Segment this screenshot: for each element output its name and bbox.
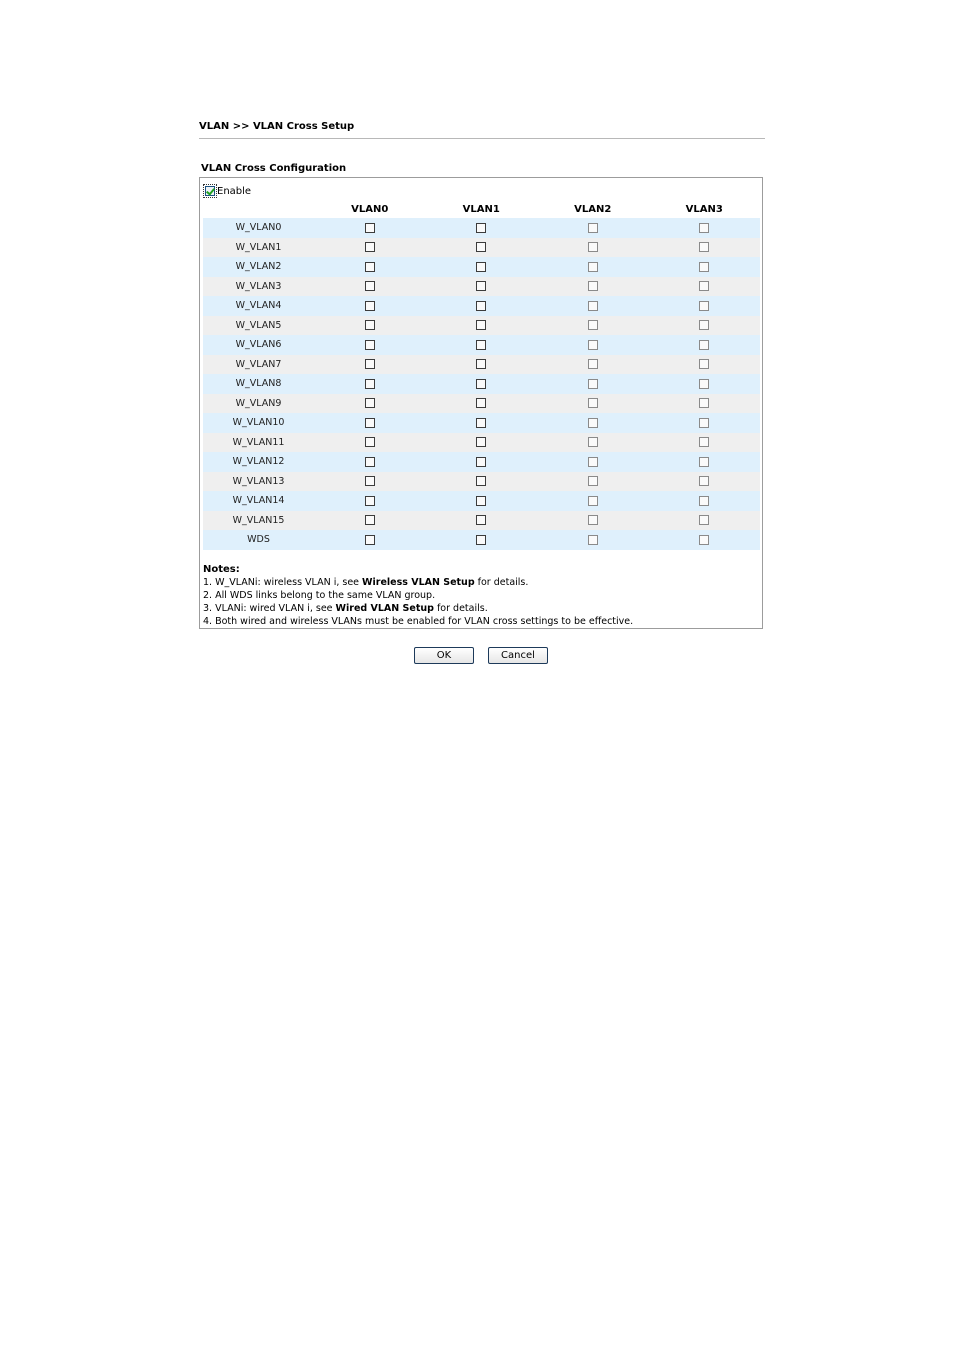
- cross-cell: [537, 437, 649, 447]
- cross-cell: [426, 437, 538, 447]
- cross-checkbox[interactable]: [365, 476, 375, 486]
- vlan-cross-grid: [203, 202, 760, 550]
- table-row: [203, 296, 760, 316]
- cross-checkbox[interactable]: [588, 320, 598, 330]
- cross-checkbox[interactable]: [588, 476, 598, 486]
- table-row: [203, 452, 760, 472]
- row-label: W_VLAN6: [235, 339, 282, 351]
- table-row: [203, 374, 760, 394]
- cross-cell: [649, 301, 761, 311]
- cross-checkbox[interactable]: [365, 223, 375, 233]
- enable-label: Enable: [217, 185, 252, 197]
- cross-cell: [314, 359, 426, 369]
- cross-cell: [537, 223, 649, 233]
- row-label: W_VLAN0: [235, 222, 282, 234]
- cross-checkbox[interactable]: [699, 515, 709, 525]
- cross-cell: [537, 359, 649, 369]
- cross-cell: [314, 515, 426, 525]
- cross-cell: [537, 281, 649, 291]
- cross-cell: [537, 320, 649, 330]
- cross-checkbox[interactable]: [699, 476, 709, 486]
- cross-checkbox[interactable]: [365, 301, 375, 311]
- cross-checkbox[interactable]: [365, 535, 375, 545]
- cross-checkbox[interactable]: [699, 320, 709, 330]
- cross-checkbox[interactable]: [699, 457, 709, 467]
- cross-cell: [649, 535, 761, 545]
- cross-cell: [426, 242, 538, 252]
- cross-checkbox[interactable]: [476, 476, 486, 486]
- row-label: W_VLAN13: [232, 475, 285, 487]
- cross-checkbox[interactable]: [476, 320, 486, 330]
- cross-checkbox[interactable]: [365, 281, 375, 291]
- table-row: [203, 530, 760, 550]
- cross-cell: [426, 262, 538, 272]
- row-label: W_VLAN3: [235, 280, 282, 292]
- cross-cell: [426, 515, 538, 525]
- cross-cell: [649, 496, 761, 506]
- cross-checkbox[interactable]: [476, 515, 486, 525]
- cross-cell: [426, 223, 538, 233]
- cross-checkbox[interactable]: [365, 359, 375, 369]
- cross-checkbox[interactable]: [365, 437, 375, 447]
- row-label: W_VLAN9: [235, 397, 282, 409]
- breadcrumb: VLAN >> VLAN Cross Setup: [199, 121, 355, 132]
- cross-cell: [426, 496, 538, 506]
- cross-cell: [314, 476, 426, 486]
- cross-checkbox[interactable]: [588, 457, 598, 467]
- table-row: [203, 335, 760, 355]
- cross-cell: [649, 398, 761, 408]
- cross-cell: [314, 320, 426, 330]
- cross-checkbox[interactable]: [476, 379, 486, 389]
- cross-cell: [649, 359, 761, 369]
- note-3-suffix: for details.: [433, 603, 488, 614]
- grid-body: [203, 218, 760, 550]
- breadcrumb-divider: [199, 138, 765, 139]
- cross-checkbox[interactable]: [588, 398, 598, 408]
- cross-cell: [314, 281, 426, 291]
- table-row: [203, 491, 760, 511]
- cross-checkbox[interactable]: [588, 359, 598, 369]
- cross-cell: [314, 457, 426, 467]
- row-label: W_VLAN11: [232, 436, 285, 448]
- vlan-cross-panel: [199, 177, 763, 629]
- table-row: [203, 257, 760, 277]
- column-header-vlan0: VLAN0: [351, 204, 389, 215]
- cross-cell: [537, 379, 649, 389]
- cross-cell: [314, 223, 426, 233]
- cross-checkbox[interactable]: [699, 301, 709, 311]
- row-label: W_VLAN10: [232, 417, 285, 429]
- cross-checkbox[interactable]: [476, 242, 486, 252]
- table-row: [203, 355, 760, 375]
- cross-checkbox[interactable]: [476, 340, 486, 350]
- row-label: W_VLAN4: [235, 300, 282, 312]
- cross-checkbox[interactable]: [699, 437, 709, 447]
- table-row: [203, 238, 760, 258]
- cross-checkbox[interactable]: [588, 515, 598, 525]
- cross-checkbox[interactable]: [699, 535, 709, 545]
- cross-cell: [649, 281, 761, 291]
- cross-cell: [649, 457, 761, 467]
- enable-row: [205, 184, 251, 198]
- note-4: 4. Both wired and wireless VLANs must be enabled for VLAN cross settings to be effective.: [203, 616, 634, 627]
- cross-cell: [314, 398, 426, 408]
- cross-checkbox[interactable]: [699, 496, 709, 506]
- cross-cell: [649, 242, 761, 252]
- cross-checkbox[interactable]: [476, 437, 486, 447]
- cross-checkbox[interactable]: [588, 437, 598, 447]
- cross-cell: [314, 262, 426, 272]
- cross-cell: [649, 515, 761, 525]
- note-3-prefix: 3. VLANi: wired VLAN i, see: [203, 603, 336, 614]
- cross-checkbox[interactable]: [699, 242, 709, 252]
- cross-cell: [426, 320, 538, 330]
- cross-checkbox[interactable]: [699, 398, 709, 408]
- cross-checkbox[interactable]: [365, 242, 375, 252]
- cross-checkbox[interactable]: [588, 379, 598, 389]
- row-label: W_VLAN14: [232, 495, 285, 507]
- cross-cell: [426, 301, 538, 311]
- cross-checkbox[interactable]: [699, 281, 709, 291]
- cross-cell: [537, 242, 649, 252]
- cross-cell: [426, 379, 538, 389]
- section-title: VLAN Cross Configuration: [201, 163, 347, 174]
- cross-cell: [314, 535, 426, 545]
- cross-cell: [426, 457, 538, 467]
- note-1-suffix: for details.: [474, 577, 529, 588]
- table-row: [203, 511, 760, 531]
- cross-checkbox[interactable]: [476, 301, 486, 311]
- cross-cell: [537, 418, 649, 428]
- cross-cell: [314, 437, 426, 447]
- row-label: W_VLAN5: [235, 319, 282, 331]
- cross-checkbox[interactable]: [476, 398, 486, 408]
- cross-checkbox[interactable]: [476, 359, 486, 369]
- cross-checkbox[interactable]: [365, 515, 375, 525]
- cross-checkbox[interactable]: [476, 262, 486, 272]
- cross-cell: [537, 262, 649, 272]
- cross-checkbox[interactable]: [699, 262, 709, 272]
- table-row: [203, 394, 760, 414]
- cross-cell: [649, 340, 761, 350]
- table-row: [203, 413, 760, 433]
- cross-checkbox[interactable]: [365, 496, 375, 506]
- row-label: W_VLAN12: [232, 456, 285, 468]
- notes: [203, 563, 633, 628]
- note-3: [203, 602, 633, 615]
- cancel-button[interactable]: Cancel: [488, 647, 548, 664]
- table-row: [203, 277, 760, 297]
- cross-checkbox[interactable]: [699, 359, 709, 369]
- cross-checkbox[interactable]: [588, 418, 598, 428]
- cross-cell: [537, 301, 649, 311]
- cross-cell: [537, 457, 649, 467]
- table-row: [203, 472, 760, 492]
- cross-cell: [537, 340, 649, 350]
- ok-button[interactable]: OK: [414, 647, 474, 664]
- cross-checkbox[interactable]: [588, 340, 598, 350]
- cross-checkbox[interactable]: [588, 301, 598, 311]
- grid-header-spacer: [203, 202, 314, 218]
- cross-cell: [537, 535, 649, 545]
- cross-checkbox[interactable]: [365, 457, 375, 467]
- cross-cell: [426, 476, 538, 486]
- table-row: [203, 218, 760, 238]
- wired-vlan-setup-link: Wired VLAN Setup: [335, 603, 434, 614]
- cross-checkbox[interactable]: [476, 496, 486, 506]
- cross-cell: [314, 340, 426, 350]
- cross-checkbox[interactable]: [699, 418, 709, 428]
- cross-cell: [537, 476, 649, 486]
- cross-cell: [426, 535, 538, 545]
- cross-checkbox[interactable]: [476, 223, 486, 233]
- cross-cell: [314, 242, 426, 252]
- cross-cell: [426, 418, 538, 428]
- row-label: W_VLAN8: [235, 378, 282, 390]
- cross-cell: [649, 476, 761, 486]
- row-label: W_VLAN1: [235, 241, 282, 253]
- cross-cell: [314, 418, 426, 428]
- cross-checkbox[interactable]: [588, 262, 598, 272]
- column-header-vlan2: VLAN2: [574, 204, 612, 215]
- note-1-prefix: 1. W_VLANi: wireless VLAN i, see: [203, 577, 363, 588]
- cross-checkbox[interactable]: [699, 223, 709, 233]
- table-row: [203, 433, 760, 453]
- cross-cell: [314, 301, 426, 311]
- cross-cell: [649, 320, 761, 330]
- cross-checkbox[interactable]: [365, 418, 375, 428]
- notes-title: Notes:: [203, 564, 240, 575]
- cross-cell: [426, 281, 538, 291]
- cross-cell: [426, 359, 538, 369]
- enable-checkbox[interactable]: [205, 186, 215, 196]
- cross-checkbox[interactable]: [365, 398, 375, 408]
- cross-checkbox[interactable]: [699, 340, 709, 350]
- row-label: W_VLAN2: [235, 261, 282, 273]
- cross-checkbox[interactable]: [588, 535, 598, 545]
- cross-cell: [537, 496, 649, 506]
- cross-cell: [314, 379, 426, 389]
- cross-checkbox[interactable]: [588, 281, 598, 291]
- cross-cell: [649, 437, 761, 447]
- cross-cell: [649, 223, 761, 233]
- cross-checkbox[interactable]: [365, 262, 375, 272]
- cross-cell: [537, 398, 649, 408]
- cross-cell: [649, 262, 761, 272]
- cross-checkbox[interactable]: [699, 379, 709, 389]
- cross-cell: [426, 340, 538, 350]
- cross-cell: [314, 496, 426, 506]
- cross-checkbox[interactable]: [588, 223, 598, 233]
- note-1: [203, 576, 633, 589]
- column-header-vlan1: VLAN1: [462, 204, 500, 215]
- table-row: [203, 316, 760, 336]
- cross-checkbox[interactable]: [588, 496, 598, 506]
- cross-checkbox[interactable]: [476, 457, 486, 467]
- cross-checkbox[interactable]: [476, 535, 486, 545]
- cross-checkbox[interactable]: [365, 320, 375, 330]
- cross-cell: [537, 515, 649, 525]
- row-label: W_VLAN15: [232, 514, 285, 526]
- cross-checkbox[interactable]: [476, 281, 486, 291]
- note-2: 2. All WDS links belong to the same VLAN group.: [203, 590, 436, 601]
- wireless-vlan-setup-link: Wireless VLAN Setup: [362, 577, 475, 588]
- cross-cell: [649, 379, 761, 389]
- cross-checkbox[interactable]: [588, 242, 598, 252]
- column-header-vlan3: VLAN3: [685, 204, 723, 215]
- cross-checkbox[interactable]: [365, 379, 375, 389]
- grid-header: [203, 202, 760, 218]
- row-label: WDS: [247, 534, 270, 546]
- cross-cell: [426, 398, 538, 408]
- cross-checkbox[interactable]: [476, 418, 486, 428]
- cross-cell: [649, 418, 761, 428]
- row-label: W_VLAN7: [235, 358, 282, 370]
- cross-checkbox[interactable]: [365, 340, 375, 350]
